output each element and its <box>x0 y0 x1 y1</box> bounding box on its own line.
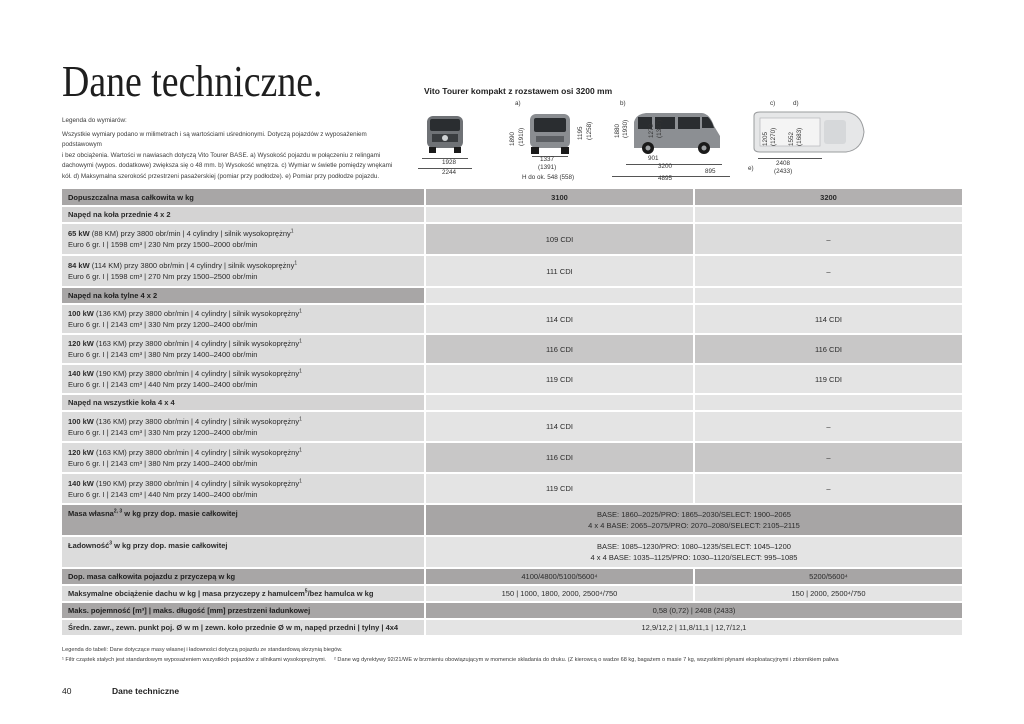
engine-spec-line: Euro 6 gr. I | 2143 cm³ | 330 Nm przy 1200–2400 obr/min <box>68 320 258 329</box>
model-cell: – <box>693 412 962 443</box>
page-title: Dane techniczne. <box>62 57 323 106</box>
section-title: Napęd na koła tylne 4 x 2 <box>62 288 424 305</box>
vehicle-title: Vito Tourer kompakt z rozstawem osi 3200 mm <box>424 86 613 96</box>
table-row <box>62 305 962 335</box>
front-overhang-value: 895 <box>705 168 716 175</box>
table-row <box>62 537 962 569</box>
trailer-label: Dop. masa całkowita pojazdu z przyczepą w kg <box>62 569 424 586</box>
engine-cell: 140 kW (190 KM) przy 3800 obr/min | 4 cylindry | silnik wysokoprężny$^1$ Euro 6 gr. I | 2143 cm³ | 440 Nm przy 1400–2400 obr/min <box>62 474 424 505</box>
footnote-2: ² Dane wg dyrektywy 92/21/WE w brzmieniu obowiązującym w momencie składania do druku. (Z kierowcą o wadze 68 kg, bagażem o masie 7 kg, wszystkimi płynami eksploatacyjnymi i zbiornikiem paliwa <box>334 657 839 663</box>
engine-spec-line: Euro 6 gr. I | 2143 cm³ | 380 Nm przy 1400–2400 obr/min <box>68 458 258 468</box>
front-width-value: 1928 <box>442 159 457 166</box>
rear-view-van-image <box>526 110 574 156</box>
wheel-arch-width-value: 1205 <box>762 131 769 146</box>
rear-opening-width-base-value: (1391) <box>538 164 557 171</box>
engine-spec-line: Euro 6 gr. I | 2143 cm³ | 440 Nm przy 1400–2400 obr/min <box>68 489 258 499</box>
footnotes <box>62 645 962 665</box>
cargo-length-value: 2408 <box>776 160 791 167</box>
payload-value: BASE: 1085–1230/PRO: 1080–1235/SELECT: 1045–1200 4 x 4 BASE: 1035–1125/PRO: 1030–1120/SELECT: 995–1085 <box>424 537 962 569</box>
engine-spec-line: Euro 6 gr. I | 2143 cm³ | 380 Nm przy 1400–2400 obr/min <box>68 350 258 359</box>
rear-opening-height-value: 1195 <box>577 126 584 140</box>
engine-power: 140 kW <box>68 478 94 488</box>
legend-line: kół. d) Maksymalna szerokość przestrzeni pasażerskiej (pomiar przy podłodze). e) Pomiar przy podłodze pojazdu. <box>62 172 380 180</box>
capacity-value: 0,58 (0,72) | 2408 (2433) <box>424 603 962 620</box>
model-cell: 119 CDI <box>424 365 693 395</box>
front-view-van-image <box>424 112 466 156</box>
engine-cell: 100 kW (136 KM) przy 3800 obr/min | 4 cylindry | silnik wysokoprężny$^1$ Euro 6 gr. I | 2143 cm³ | 330 Nm przy 1200–2400 obr/min <box>62 412 424 443</box>
model-cell: 116 CDI <box>693 335 962 365</box>
table-row <box>62 365 962 395</box>
roof-load-value-1: 150 | 1000, 1800, 2000, 2500⁴/750 <box>424 586 693 603</box>
engine-power: 84 kW <box>68 261 90 270</box>
table-row <box>62 603 962 620</box>
legend-title: Legenda do wymiarów: <box>62 117 127 124</box>
dimension-legend <box>62 116 402 182</box>
table-row <box>62 224 962 256</box>
gvw-header-label: Dopuszczalna masa całkowita w kg <box>62 189 424 207</box>
roof-load-label: Maksymalne obciążenie dachu w kg | masa przyczepy z hamulcem$^5$/bez hamulca w kg <box>62 586 424 603</box>
model-cell: 119 CDI <box>424 474 693 505</box>
engine-cell: 140 kW (190 KM) przy 3800 obr/min | 4 cylindry | silnik wysokoprężny$^1$ Euro 6 gr. I | 2143 cm³ | 440 Nm przy 1400–2400 obr/min <box>62 365 424 395</box>
model-cell: – <box>693 224 962 256</box>
legend-line: i bez obciążenia. Wartości w nawiasach dotyczą Vito Tourer BASE. a) Wysokość pojazdu w połączeniu z relingami <box>62 151 381 159</box>
front-overall-width-value: 2244 <box>442 169 457 176</box>
overall-length-value: 4895 <box>658 175 673 182</box>
dimension-diagram <box>414 98 874 188</box>
rear-height-base-value: (1910) <box>518 127 525 146</box>
table-row <box>62 474 962 505</box>
table-row <box>62 620 962 637</box>
page-number: 40 <box>62 686 72 696</box>
model-cell: 114 CDI <box>693 305 962 335</box>
model-cell: 111 CDI <box>424 256 693 288</box>
table-row <box>62 569 962 586</box>
passenger-width-base-value: (1683) <box>796 127 803 146</box>
engine-cell: 65 kW (88 KM) przy 3800 obr/min | 4 cylindry | silnik wysokoprężny$^1$ Euro 6 gr. I | 1598 cm³ | 230 Nm przy 1500–2000 obr/min <box>62 224 424 256</box>
engine-spec-line: Euro 6 gr. I | 2143 cm³ | 440 Nm przy 1400–2400 obr/min <box>68 380 258 389</box>
engine-cell: 120 kW (163 KM) przy 3800 obr/min | 4 cylindry | silnik wysokoprężny$^1$ Euro 6 gr. I | 2143 cm³ | 380 Nm przy 1400–2400 obr/min <box>62 443 424 474</box>
specification-table <box>62 189 962 637</box>
mass-value: BASE: 1860–2025/PRO: 1865–2030/SELECT: 1900–2065 4 x 4 BASE: 2065–2075/PRO: 2070–2080/SELECT: 2105–2115 <box>424 505 962 537</box>
model-cell: – <box>693 443 962 474</box>
label-c: c) <box>770 100 776 107</box>
engine-cell: 84 kW (114 KM) przy 3800 obr/min | 4 cylindry | silnik wysokoprężny$^1$ Euro 6 gr. I | 1598 cm³ | 270 Nm przy 1500–2500 obr/min <box>62 256 424 288</box>
engine-power: 100 kW <box>68 309 94 318</box>
table-header-row <box>62 189 962 207</box>
label-e: e) <box>748 165 754 172</box>
model-cell: – <box>693 474 962 505</box>
rear-overhang-value: 901 <box>648 155 659 162</box>
engine-power: 120 kW <box>68 447 94 457</box>
engine-spec-line: Euro 6 gr. I | 1598 cm³ | 270 Nm przy 1500–2500 obr/min <box>68 272 258 281</box>
engine-power: 65 kW <box>68 229 90 238</box>
turning-circle-label: Średn. zawr., zewn. punkt poj. Ø w m | zewn. koło przednie Ø w m, napęd przedni | tylny | 4x4 <box>62 620 424 637</box>
rear-height-value: 1890 <box>509 131 516 146</box>
wheelbase-value: 3200 <box>658 163 673 170</box>
model-cell: 116 CDI <box>424 335 693 365</box>
model-cell: 116 CDI <box>424 443 693 474</box>
side-height-base-value: (1930) <box>622 119 629 138</box>
engine-power: 140 kW <box>68 369 94 378</box>
payload-label: Ładowność$^3$ w kg przy dop. masie całkowitej <box>62 537 424 569</box>
side-view-van-image <box>628 108 724 156</box>
trailer-value-2: 5200/5600⁴ <box>693 569 962 586</box>
model-cell: 109 CDI <box>424 224 693 256</box>
table-row <box>62 586 962 603</box>
model-cell: 119 CDI <box>693 365 962 395</box>
legend-line: Wszystkie wymiary podano w milimetrach i są wartościami uśrednionymi. Dotyczą pojazdów z wyposażeniem podstawowym <box>62 130 367 148</box>
table-row <box>62 412 962 443</box>
label-b: b) <box>620 100 626 107</box>
model-cell: 114 CDI <box>424 305 693 335</box>
engine-spec-line: Euro 6 gr. I | 2143 cm³ | 330 Nm przy 1200–2400 obr/min <box>68 427 258 437</box>
engine-power: 120 kW <box>68 339 94 348</box>
section-title: Napęd na wszystkie koła 4 x 4 <box>62 395 424 412</box>
engine-cell: 120 kW (163 KM) przy 3800 obr/min | 4 cylindry | silnik wysokoprężny$^1$ Euro 6 gr. I | 2143 cm³ | 380 Nm przy 1400–2400 obr/min <box>62 335 424 365</box>
interior-height-value: 1270 <box>648 123 655 138</box>
mass-label: Masa własna$^{2, 3}$ w kg przy dop. masie całkowitej <box>62 505 424 537</box>
model-cell: – <box>693 256 962 288</box>
section-row <box>62 207 962 224</box>
legend-line: dachowymi (wypos. dodatkowe) zwiększa się o 48 mm. b) Wysokość wnętrza. c) Wymiar w świetle pomiędzy wnękami <box>62 162 393 169</box>
rear-opening-height-base-value: (1258) <box>586 121 593 140</box>
interior-height-base-value: (1327) <box>656 119 663 138</box>
engine-power: 100 kW <box>68 416 94 426</box>
gvw-col2: 3200 <box>693 189 962 207</box>
loading-height-note: H do ok. 548 (558) <box>522 174 575 181</box>
rear-opening-width-value: 1337 <box>540 156 555 163</box>
table-row <box>62 256 962 288</box>
label-a: a) <box>515 100 521 107</box>
gvw-col1: 3100 <box>424 189 693 207</box>
engine-cell: 100 kW (136 KM) przy 3800 obr/min | 4 cylindry | silnik wysokoprężny$^1$ Euro 6 gr. I | 2143 cm³ | 330 Nm przy 1200–2400 obr/min <box>62 305 424 335</box>
section-row <box>62 395 962 412</box>
table-row <box>62 443 962 474</box>
turning-circle-value: 12,9/12,2 | 11,8/11,1 | 12,7/12,1 <box>424 620 962 637</box>
table-row <box>62 505 962 537</box>
trailer-value-1: 4100/4800/5100/5600⁴ <box>424 569 693 586</box>
side-height-value: 1880 <box>614 123 621 138</box>
section-title: Napęd na koła przednie 4 x 2 <box>62 207 424 224</box>
table-legend-note: Legenda do tabeli: Dane dotyczące masy własnej i ładowności dotyczą pojazdu ze standardową skrzynią biegów. <box>62 647 343 653</box>
table-row <box>62 335 962 365</box>
engine-spec-line: Euro 6 gr. I | 1598 cm³ | 230 Nm przy 1500–2000 obr/min <box>68 240 258 249</box>
wheel-arch-width-base-value: (1270) <box>770 127 777 146</box>
capacity-label: Maks. pojemność [m³] | maks. długość [mm] przestrzeni ładunkowej <box>62 603 424 620</box>
footnote-1: ¹ Filtr cząstek stałych jest standardowym wyposażeniem wszystkich pojazdów z silnikami wysokoprężnymi. <box>62 657 327 663</box>
roof-load-value-2: 150 | 2000, 2500⁴/750 <box>693 586 962 603</box>
model-cell: 114 CDI <box>424 412 693 443</box>
passenger-width-value: 1552 <box>788 131 795 146</box>
page-section-title: Dane techniczne <box>112 686 180 696</box>
section-row <box>62 288 962 305</box>
cargo-length-base-value: (2433) <box>774 168 793 175</box>
label-d: d) <box>793 100 799 107</box>
